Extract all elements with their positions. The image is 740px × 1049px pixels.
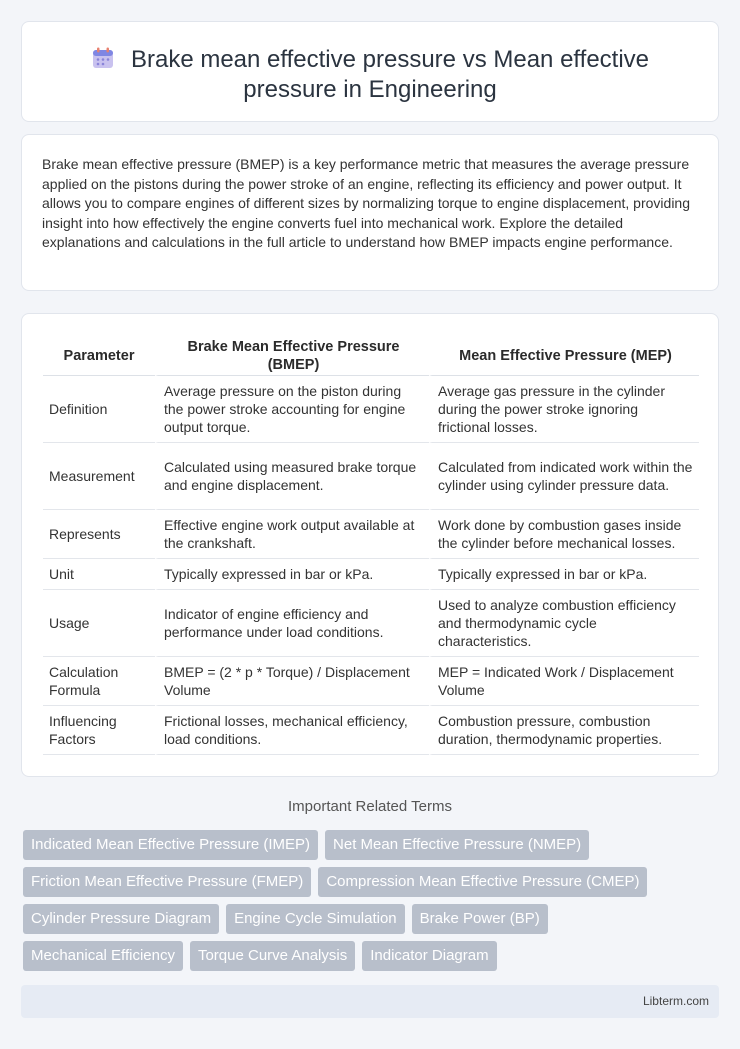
row-mep-value: Average gas pressure in the cylinder during the power stroke ignoring frictional losses. (429, 376, 699, 443)
title-card (21, 21, 719, 122)
tag-row (23, 904, 723, 934)
row-bmep-value: Indicator of engine efficiency and performance under load conditions. (155, 590, 429, 657)
tag-mechanical-efficiency[interactable]: Mechanical Efficiency (23, 941, 183, 971)
row-parameter: Unit (43, 559, 155, 590)
tag-fmep[interactable]: Friction Mean Effective Pressure (FMEP) (23, 867, 311, 897)
row-mep-value: MEP = Indicated Work / Displacement Volume (429, 657, 699, 706)
tag-indicator-diagram[interactable]: Indicator Diagram (362, 941, 496, 971)
table-row (43, 443, 699, 510)
row-bmep-value: Calculated using measured brake torque and engine displacement. (155, 443, 429, 510)
tag-cmep[interactable]: Compression Mean Effective Pressure (CMEP) (318, 867, 647, 897)
table-row (43, 559, 699, 590)
calendar-icon (91, 46, 115, 70)
tag-nmep[interactable]: Net Mean Effective Pressure (NMEP) (325, 830, 589, 860)
row-bmep-value: Effective engine work output available at the crankshaft. (155, 510, 429, 559)
footer (21, 985, 719, 1018)
title-line-1: Brake mean effective pressure vs Mean effective (130, 46, 650, 73)
comparison-table (43, 336, 699, 755)
tag-row (23, 867, 723, 897)
table-row (43, 657, 699, 706)
row-parameter: Represents (43, 510, 155, 559)
intro-paragraph: Brake mean effective pressure (BMEP) is a key performance metric that measures the average pressure applied on the pistons during the power stroke of an engine, reflecting its efficiency and power output. It allows you to compare engines of different sizes by normalizing torque to engine displacement, providing insight into how effectively the engine converts fuel into mechanical work. Explore the detailed explanations and calculations in the full article to understand how BMEP impacts engine performance. (42, 156, 690, 251)
table-row (43, 590, 699, 657)
row-bmep-value: BMEP = (2 * p * Torque) / Displacement Volume (155, 657, 429, 706)
row-mep-value: Work done by combustion gases inside the cylinder before mechanical losses. (429, 510, 699, 559)
tag-engine-cycle-simulation[interactable]: Engine Cycle Simulation (226, 904, 405, 934)
related-terms-heading: Important Related Terms (288, 798, 452, 815)
tag-imep[interactable]: Indicated Mean Effective Pressure (IMEP) (23, 830, 318, 860)
row-parameter: Calculation Formula (43, 657, 155, 706)
header-bmep: Brake Mean Effective Pressure (BMEP) (155, 336, 429, 376)
row-mep-value: Typically expressed in bar or kPa. (429, 559, 699, 590)
tag-brake-power[interactable]: Brake Power (BP) (412, 904, 548, 934)
table-row (43, 376, 699, 443)
header-mep: Mean Effective Pressure (MEP) (429, 336, 699, 376)
tag-row (23, 830, 723, 860)
row-parameter: Measurement (43, 443, 155, 510)
row-bmep-value: Average pressure on the piston during the power stroke accounting for engine output torque. (155, 376, 429, 443)
comparison-table-card (21, 313, 719, 777)
table-row (43, 706, 699, 755)
table-row (43, 510, 699, 559)
related-terms-list (23, 830, 723, 978)
tag-cylinder-pressure-diagram[interactable]: Cylinder Pressure Diagram (23, 904, 219, 934)
row-mep-value: Calculated from indicated work within the cylinder using cylinder pressure data. (429, 443, 699, 510)
title-line-2: pressure in Engineering (243, 76, 497, 103)
row-parameter: Influencing Factors (43, 706, 155, 755)
page-title (22, 45, 718, 105)
table-header-row (43, 336, 699, 376)
tag-row (23, 941, 723, 971)
row-parameter: Definition (43, 376, 155, 443)
tag-torque-curve-analysis[interactable]: Torque Curve Analysis (190, 941, 355, 971)
row-bmep-value: Frictional losses, mechanical efficiency, load conditions. (155, 706, 429, 755)
row-parameter: Usage (43, 590, 155, 657)
row-mep-value: Combustion pressure, combustion duration, thermodynamic properties. (429, 706, 699, 755)
footer-brand-link[interactable]: Libterm.com (642, 994, 709, 1008)
row-bmep-value: Typically expressed in bar or kPa. (155, 559, 429, 590)
intro-card (21, 134, 719, 291)
header-parameter: Parameter (43, 336, 155, 376)
row-mep-value: Used to analyze combustion efficiency and thermodynamic cycle characteristics. (429, 590, 699, 657)
